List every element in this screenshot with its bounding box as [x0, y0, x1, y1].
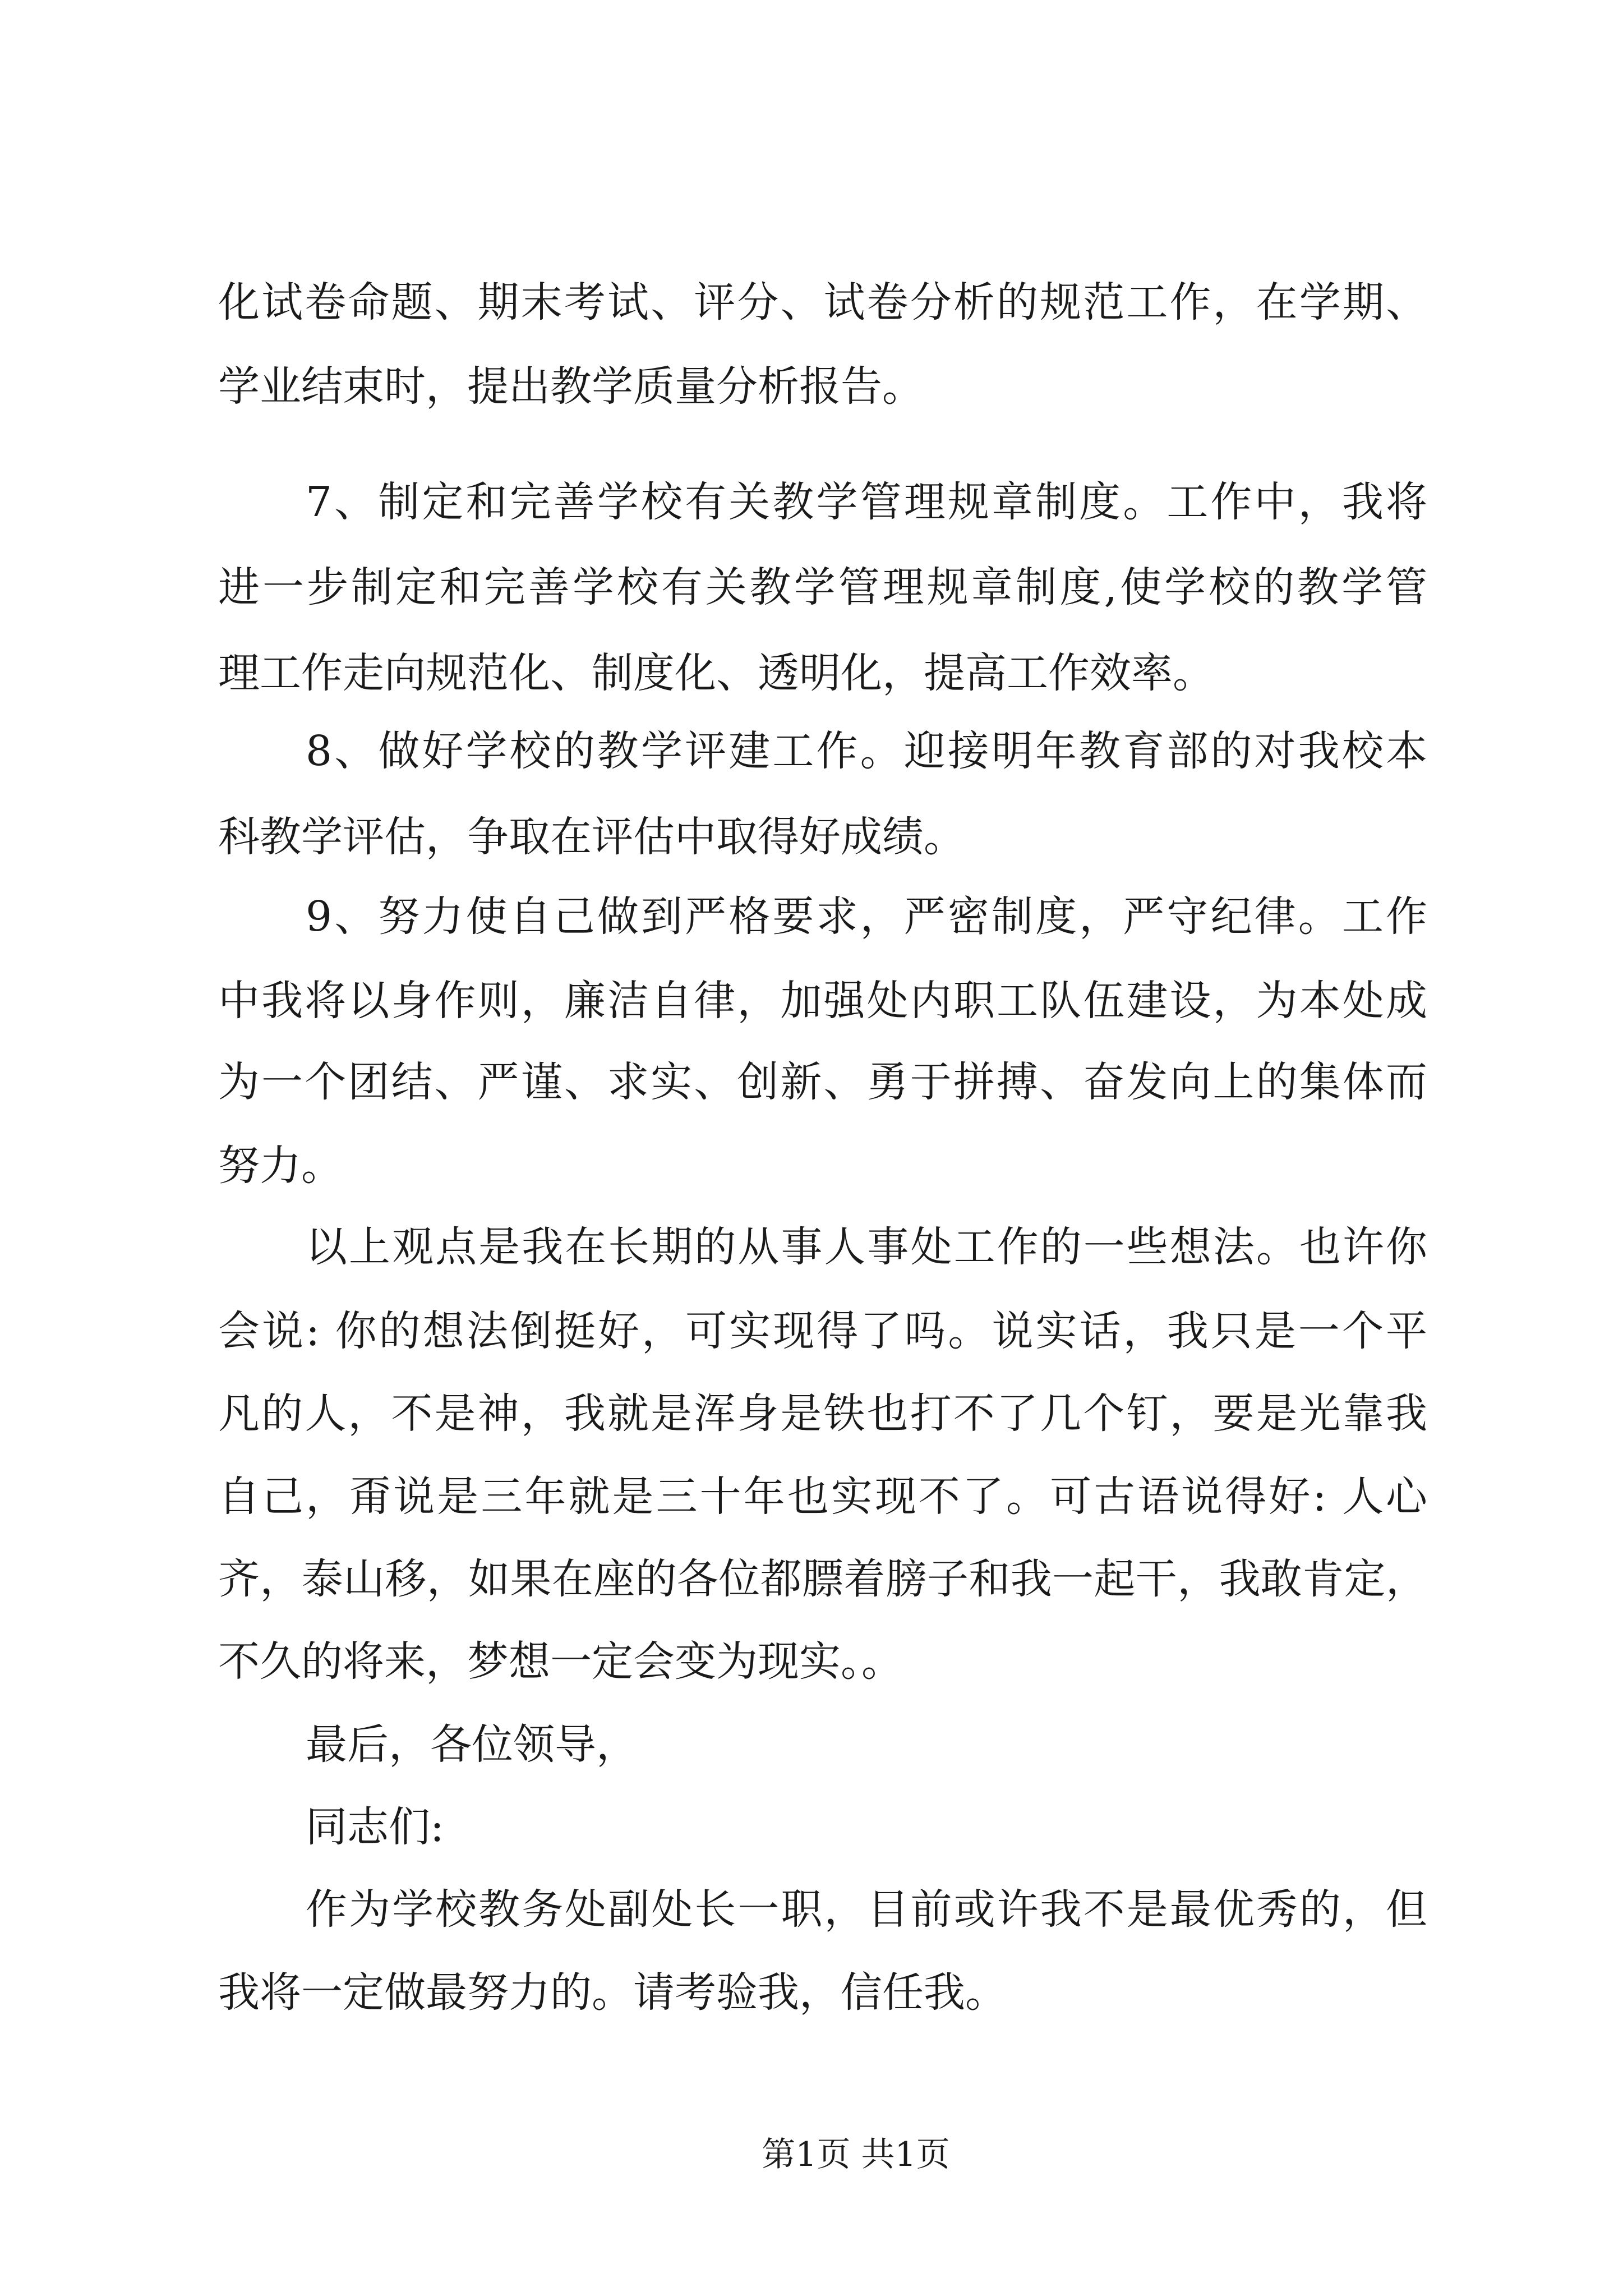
text-line: 进一步制定和完善学校有关教学管理规章制度,使学校的教学管 [218, 563, 1427, 611]
text-line: 科教学评估，争取在评估中取得好成绩。 [218, 813, 965, 861]
text-line: 努力。 [218, 1142, 343, 1190]
text-line: 7、制定和完善学校有关教学管理规章制度。工作中，我将 [306, 478, 1427, 526]
text-line: 我将一定做最努力的。请考验我，信任我。 [218, 1968, 1007, 2017]
text-line: 齐，泰山移，如果在座的各位都膘着膀子和我一起干，我敢肯定， [218, 1555, 1427, 1603]
text-line: 最后，各位领导， [306, 1720, 638, 1769]
text-line: 同志们: [306, 1803, 444, 1851]
text-line: 学业结束时，提出教学质量分析报告。 [218, 362, 924, 411]
text-line: 为一个团结、严谨、求实、创新、勇于拼搏、奋发向上的集体而 [218, 1058, 1427, 1106]
text-line: 自己，甭说是三年就是三十年也实现不了。可古语说得好: 人心 [218, 1473, 1427, 1521]
text-line: 9、努力使自己做到严格要求，严密制度，严守纪律。工作 [306, 892, 1427, 941]
text-line: 化试卷命题、期末考试、评分、试卷分析的规范工作，在学期、 [218, 278, 1427, 326]
text-line: 不久的将来，梦想一定会变为现实。。 [218, 1637, 903, 1686]
text-line: 凡的人，不是神，我就是浑身是铁也打不了几个钉，要是光靠我 [218, 1389, 1427, 1438]
page-number-footer: 第1页 共1页 [762, 2135, 950, 2174]
text-line: 会说: 你的想法倒挺好，可实现得了吗。说实话，我只是一个平 [218, 1307, 1427, 1355]
text-line: 8、做好学校的教学评建工作。迎接明年教育部的对我校本 [306, 727, 1427, 775]
text-line: 理工作走向规范化、制度化、透明化，提高工作效率。 [218, 649, 1214, 697]
text-line: 中我将以身作则，廉洁自律，加强处内职工队伍建设，为本处成 [218, 977, 1427, 1025]
text-line: 以上观点是我在长期的从事人事处工作的一些想法。也许你 [306, 1223, 1427, 1271]
text-line: 作为学校教务处副处长一职，目前或许我不是最优秀的，但 [306, 1885, 1427, 1934]
